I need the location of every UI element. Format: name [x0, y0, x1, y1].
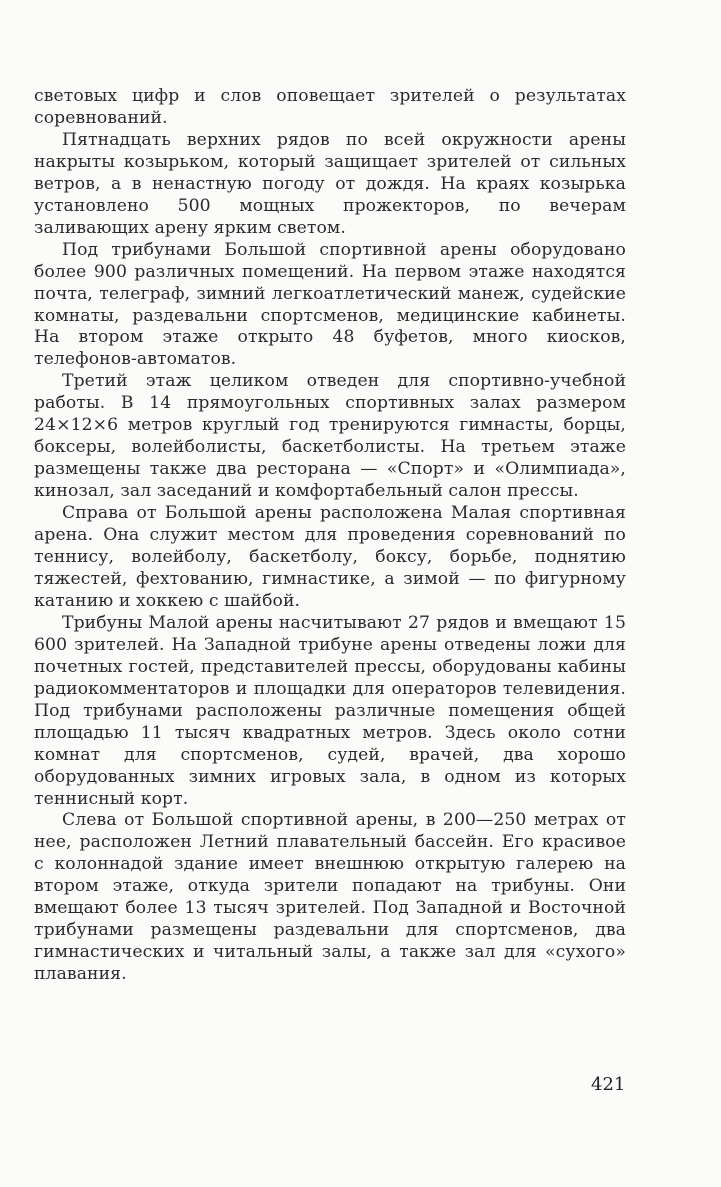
paragraph-third-floor: Третий этаж целиком отведен для спортивно-учебной работы. В 14 прямоугольных спортивных залах размером 24×12×6 метров круглый год тренируются гимнасты, борцы, боксеры, волейболисты, баскетболисты. На третьем этаже размещены также два ресторана — «Спорт» и «Олимпиада», кинозал, зал заседаний и комфортабельный салон прессы.	[34, 371, 626, 502]
paragraph-swimming-pool: Слева от Большой спортивной арены, в 200—250 метрах от нее, расположен Летний плавательный бассейн. Его красивое с колоннадой здание имеет внешнюю открытую галерею на втором этаже, откуда зрители попадают на трибуны. Они вмещают более 13 тысяч зрителей. Под Западной и Восточной трибунами размещены раздевальни для спортсменов, два гимнастических и читальный залы, а также зал для «сухого» плавания.	[34, 810, 626, 985]
body-text	[34, 86, 626, 986]
paragraph-small-arena-stands: Трибуны Малой арены насчитывают 27 рядов и вмещают 15 600 зрителей. На Западной трибуне арены отведены ложи для почетных гостей, представителей прессы, оборудованы кабины радиокомментаторов и площадки для операторов телевидения. Под трибунами расположены различные помещения общей площадью 11 тысяч квадратных метров. Здесь около сотни комнат для спортсменов, судей, врачей, два хорошо оборудованных зимних игровых зала, в одном из которых теннисный корт.	[34, 612, 626, 809]
paragraph-continuation: световых цифр и слов оповещает зрителей о результатах соревнований.	[34, 86, 626, 128]
paragraph-under-stands: Под трибунами Большой спортивной арены оборудовано более 900 различных помещений. На первом этаже находятся почта, телеграф, зимний легкоатлетический манеж, судейские комнаты, раздевальни спортсменов, медицинские кабинеты. На втором этаже открыто 48 буфетов, много киосков, телефонов-автоматов.	[34, 239, 626, 370]
paragraph-small-arena: Справа от Большой арены расположена Малая спортивная арена. Она служит местом для проведения соревнований по теннису, волейболу, баскетболу, боксу, борьбе, поднятию тяжестей, фехтованию, гимнастике, а зимой — по фигурному катанию и хоккею с шайбой.	[34, 503, 626, 611]
page-number: 421	[591, 1074, 626, 1095]
paragraph-canopy: Пятнадцать верхних рядов по всей окружности арены накрыты козырьком, который защищает зрителей от сильных ветров, а в ненастную погоду от дождя. На краях козырька установлено 500 мощных прожекторов, по вечерам заливающих арену ярким светом.	[34, 129, 626, 238]
